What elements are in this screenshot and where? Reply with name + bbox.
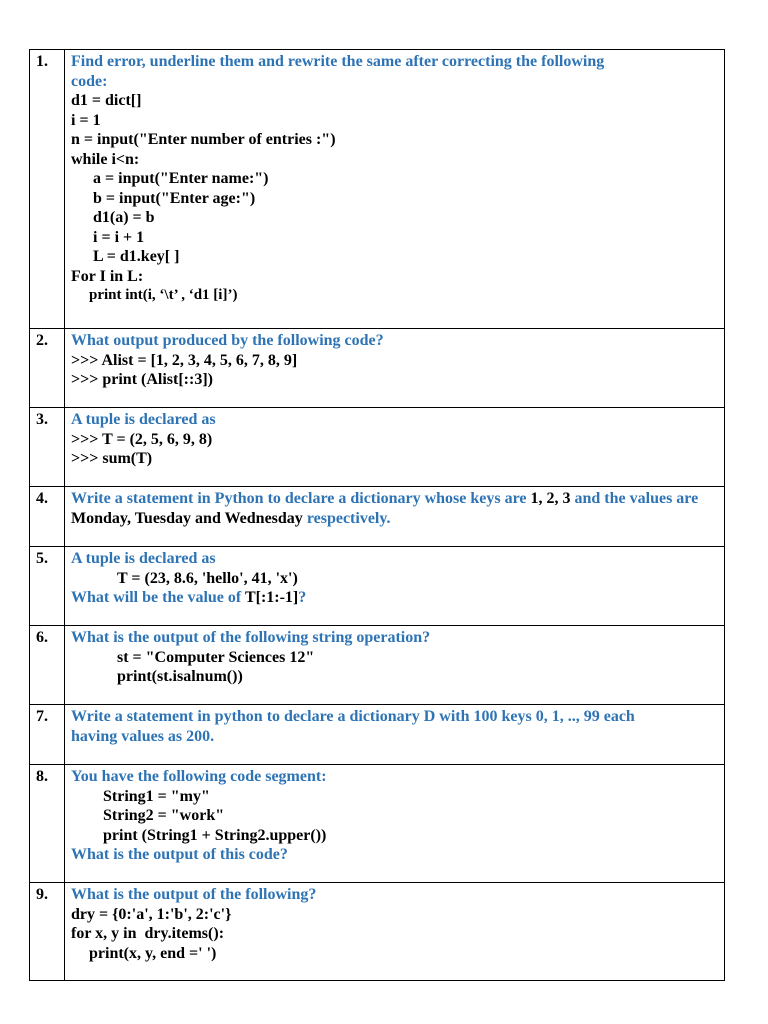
question-prompt: What is the output of the following string operation? (71, 629, 431, 646)
question-body (65, 329, 725, 408)
code-line: >>> print (Alist[::3]) (71, 371, 213, 388)
question-row-2 (30, 329, 725, 408)
question-prompt: What is the output of the following? (71, 886, 317, 903)
question-row-7 (30, 705, 725, 765)
slice-expression: T[:1:-1] (244, 589, 299, 606)
question-table (29, 49, 725, 981)
code-line: for x, y in dry.items(): (71, 925, 225, 942)
question-row-3 (30, 408, 725, 487)
code-line: d1(a) = b (93, 209, 155, 226)
code-line: print (String1 + String2.upper()) (103, 826, 327, 844)
question-body (65, 626, 725, 705)
question-number: 4. (30, 487, 65, 547)
question-body (65, 547, 725, 626)
question-body (65, 487, 725, 547)
question-prompt: Find error, underline them and rewrite the same after correcting the following (71, 53, 605, 70)
code-line: >>> sum(T) (71, 450, 153, 467)
question-row-8 (30, 765, 725, 883)
question-prompt: values are (629, 490, 699, 507)
question-number: 7. (30, 705, 65, 765)
code-line: print(x, y, end =' ') (89, 944, 217, 962)
key-values: 1, 2, 3 (530, 490, 571, 507)
question-number: 1. (30, 50, 65, 329)
question-prompt: and the (574, 490, 626, 507)
question-prompt: code: (71, 72, 108, 90)
question-body (65, 408, 725, 487)
question-prompt: Write a statement in python to declare a dictionary D with 100 keys 0, 1, .., 99 each (71, 708, 635, 725)
code-line: while i<n: (71, 150, 140, 168)
question-mark: ? (298, 589, 307, 606)
question-body (65, 50, 725, 329)
question-prompt: having values as 200. (71, 727, 215, 745)
question-body (65, 765, 725, 883)
question-number: 9. (30, 883, 65, 981)
code-line: b = input("Enter age:") (93, 189, 256, 207)
question-row-1 (30, 50, 725, 329)
code-line: >>> Alist = [1, 2, 3, 4, 5, 6, 7, 8, 9] (71, 351, 298, 369)
question-body (65, 883, 725, 981)
code-line: String2 = "work" (103, 807, 225, 824)
question-number: 2. (30, 329, 65, 408)
question-prompt: Write a statement in Python to declare a dictionary whose keys are (71, 490, 527, 507)
question-body (65, 705, 725, 765)
code-line: L = d1.key[ ] (93, 248, 180, 265)
question-prompt: A tuple is declared as (71, 550, 216, 567)
dictionary-values: Monday, Tuesday and Wednesday (71, 509, 303, 527)
code-line: i = 1 (71, 111, 101, 129)
question-prompt: What output produced by the following code? (71, 332, 384, 349)
code-line: For I in L: (71, 267, 144, 285)
code-line: print int(i, ‘\t’ , ‘d1 [i]’) (89, 287, 238, 303)
code-line: a = input("Enter name:") (93, 170, 269, 187)
question-number: 8. (30, 765, 65, 883)
question-row-5 (30, 547, 725, 626)
code-line: String1 = "my" (103, 787, 210, 805)
question-number: 6. (30, 626, 65, 705)
question-prompt: respectively. (306, 509, 391, 527)
code-line: print(st.isalnum()) (117, 668, 243, 685)
code-line: T = (23, 8.6, 'hello', 41, 'x') (117, 569, 298, 587)
code-line: dry = {0:'a', 1:'b', 2:'c'} (71, 905, 232, 923)
question-prompt: A tuple is declared as (71, 411, 216, 428)
question-row-9 (30, 883, 725, 981)
code-line: n = input("Enter number of entries :") (71, 131, 336, 148)
code-line: st = "Computer Sciences 12" (117, 648, 315, 666)
question-prompt: What is the output of this code? (71, 846, 288, 863)
code-line: d1 = dict[] (71, 92, 142, 109)
question-prompt: What will be the value of (71, 589, 242, 606)
code-line: >>> T = (2, 5, 6, 9, 8) (71, 430, 213, 448)
question-prompt: You have the following code segment: (71, 768, 327, 785)
question-number: 3. (30, 408, 65, 487)
question-row-6 (30, 626, 725, 705)
question-row-4 (30, 487, 725, 547)
question-number: 5. (30, 547, 65, 626)
code-line: i = i + 1 (93, 228, 145, 246)
